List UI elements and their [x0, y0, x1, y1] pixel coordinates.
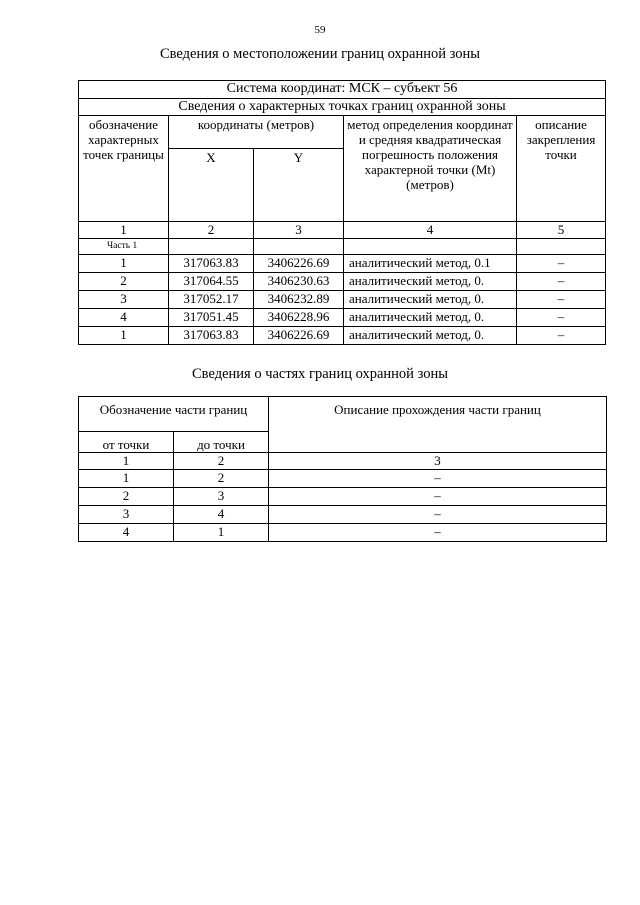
method-cell: аналитический метод, 0.: [344, 273, 517, 291]
to-cell: 1: [174, 524, 269, 542]
coordinate-system-cell: Система координат: МСК – субъект 56: [79, 81, 606, 99]
column-number: 5: [517, 222, 606, 239]
from-cell: 3: [79, 506, 174, 524]
point-cell: 2: [79, 273, 169, 291]
description-cell: –: [269, 488, 607, 506]
fixing-cell: –: [517, 273, 606, 291]
table-row: [79, 470, 607, 488]
y-cell: 3406230.63: [254, 273, 344, 291]
table-row: [79, 309, 606, 327]
header-x: X: [169, 149, 254, 222]
fixing-cell: –: [517, 255, 606, 273]
description-cell: –: [269, 470, 607, 488]
to-cell: 4: [174, 506, 269, 524]
header-row-1: [79, 116, 606, 149]
from-cell: 1: [79, 470, 174, 488]
table-row: [79, 273, 606, 291]
table-row: [79, 506, 607, 524]
table-row: [79, 327, 606, 345]
y-cell: 3406226.69: [254, 255, 344, 273]
column-number: 3: [269, 453, 607, 470]
fixing-cell: –: [517, 327, 606, 345]
column-number: 2: [169, 222, 254, 239]
method-cell: аналитический метод, 0.: [344, 291, 517, 309]
part-label: Часть 1: [79, 239, 169, 255]
header-coordinates: координаты (метров): [169, 116, 344, 149]
x-cell: 317051.45: [169, 309, 254, 327]
part-label-row: [79, 239, 606, 255]
description-cell: –: [269, 506, 607, 524]
x-cell: 317064.55: [169, 273, 254, 291]
table-row: [79, 524, 607, 542]
header-point-designation: обозначение характерных точек границы: [79, 116, 169, 222]
y-cell: 3406228.96: [254, 309, 344, 327]
column-number: 2: [174, 453, 269, 470]
point-cell: 1: [79, 255, 169, 273]
description-cell: –: [269, 524, 607, 542]
x-cell: 317063.83: [169, 255, 254, 273]
fixing-cell: –: [517, 309, 606, 327]
y-cell: 3406232.89: [254, 291, 344, 309]
parts-header-row-1: [79, 397, 607, 432]
from-cell: 4: [79, 524, 174, 542]
table-subtitle-row: [79, 99, 606, 116]
x-cell: 317063.83: [169, 327, 254, 345]
coordinate-system-row: [79, 81, 606, 99]
header-to-point: до точки: [174, 432, 269, 453]
table-subtitle-cell: Сведения о характерных точках границ охранной зоны: [79, 99, 606, 116]
fixing-cell: –: [517, 291, 606, 309]
x-cell: 317052.17: [169, 291, 254, 309]
section-title-boundary-location: Сведения о местоположении границ охранной зоны: [159, 46, 480, 62]
to-cell: 3: [174, 488, 269, 506]
header-method: метод определения координат и средняя квадратическая погрешность положения характерной точки (Mt) (метров): [344, 116, 517, 222]
point-cell: 4: [79, 309, 169, 327]
page-number: 59: [314, 24, 326, 36]
header-description: Описание прохождения части границ: [269, 397, 607, 453]
boundary-points-table: [78, 80, 606, 345]
column-number: 4: [344, 222, 517, 239]
table-row: [79, 291, 606, 309]
table-row: [79, 488, 607, 506]
column-numbers-row: [79, 222, 606, 239]
method-cell: аналитический метод, 0.: [344, 309, 517, 327]
parts-column-numbers-row: [79, 453, 607, 470]
to-cell: 2: [174, 470, 269, 488]
header-fixing: описание закрепления точки: [517, 116, 606, 222]
y-cell: 3406226.69: [254, 327, 344, 345]
column-number: 1: [79, 222, 169, 239]
header-y: Y: [254, 149, 344, 222]
from-cell: 2: [79, 488, 174, 506]
column-number: 1: [79, 453, 174, 470]
method-cell: аналитический метод, 0.: [344, 327, 517, 345]
point-cell: 1: [79, 327, 169, 345]
column-number: 3: [254, 222, 344, 239]
point-cell: 3: [79, 291, 169, 309]
boundary-parts-table: [78, 396, 607, 542]
header-from-point: от точки: [79, 432, 174, 453]
section-title-boundary-parts: Сведения о частях границ охранной зоны: [192, 366, 448, 382]
table-row: [79, 255, 606, 273]
header-part-designation: Обозначение части границ: [79, 397, 269, 432]
method-cell: аналитический метод, 0.1: [344, 255, 517, 273]
